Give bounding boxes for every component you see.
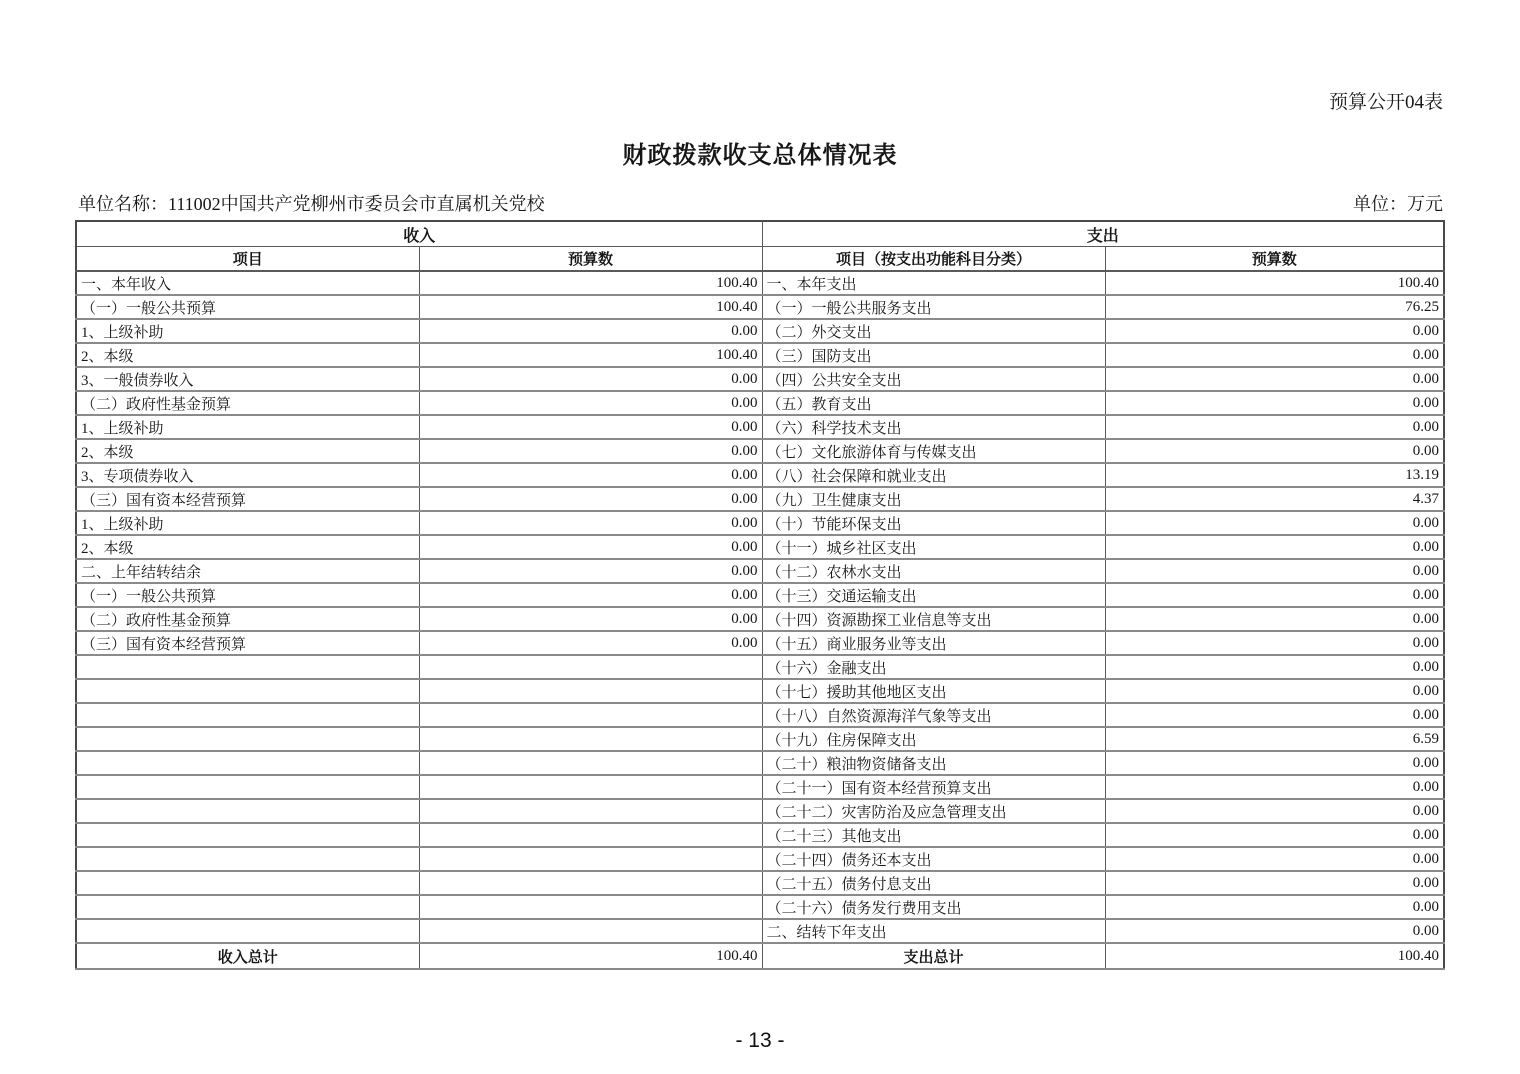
income-item-cell: （二）政府性基金预算 <box>76 391 419 415</box>
expenditure-item-cell: 一、本年支出 <box>762 271 1105 295</box>
expenditure-item-cell: （二十一）国有资本经营预算支出 <box>762 775 1105 799</box>
expenditure-item-cell: （十九）住房保障支出 <box>762 727 1105 751</box>
expenditure-item-cell: （十八）自然资源海洋气象等支出 <box>762 703 1105 727</box>
expenditure-value-cell: 0.00 <box>1105 319 1444 343</box>
table-row <box>76 679 1444 703</box>
expenditure-value-cell: 0.00 <box>1105 655 1444 679</box>
table-row <box>76 295 1444 319</box>
income-item-cell: （三）国有资本经营预算 <box>76 631 419 655</box>
expenditure-item-cell: （十二）农林水支出 <box>762 559 1105 583</box>
expenditure-value-cell: 0.00 <box>1105 823 1444 847</box>
table-row <box>76 343 1444 367</box>
income-item-cell: 3、专项债券收入 <box>76 463 419 487</box>
income-value-cell <box>419 775 762 799</box>
income-value-cell <box>419 823 762 847</box>
income-value-cell: 100.40 <box>419 271 762 295</box>
income-item-cell <box>76 727 419 751</box>
income-budget-header: 预算数 <box>419 247 762 272</box>
income-value-cell <box>419 895 762 919</box>
table-row <box>76 271 1444 295</box>
income-item-cell: 1、上级补助 <box>76 319 419 343</box>
income-item-cell: 1、上级补助 <box>76 415 419 439</box>
expenditure-value-cell: 0.00 <box>1105 631 1444 655</box>
income-item-cell: （一）一般公共预算 <box>76 295 419 319</box>
table-row <box>76 871 1444 895</box>
expenditure-item-header: 项目（按支出功能科目分类） <box>762 247 1105 272</box>
income-item-cell: 3、一般债券收入 <box>76 367 419 391</box>
expenditure-item-cell: （二）外交支出 <box>762 319 1105 343</box>
expenditure-value-cell: 4.37 <box>1105 487 1444 511</box>
table-row <box>76 415 1444 439</box>
expenditure-value-cell: 0.00 <box>1105 919 1444 943</box>
expenditure-value-cell: 0.00 <box>1105 895 1444 919</box>
expenditure-item-cell: （一）一般公共服务支出 <box>762 295 1105 319</box>
expenditure-total-value: 100.40 <box>1105 943 1444 969</box>
expenditure-value-cell: 0.00 <box>1105 343 1444 367</box>
table-row <box>76 847 1444 871</box>
expenditure-item-cell: （二十六）债务发行费用支出 <box>762 895 1105 919</box>
form-number-label: 预算公开04表 <box>1328 92 1443 113</box>
income-value-cell: 0.00 <box>419 583 762 607</box>
expenditure-item-cell: （四）公共安全支出 <box>762 367 1105 391</box>
income-value-cell: 100.40 <box>419 295 762 319</box>
expenditure-value-cell: 0.00 <box>1105 439 1444 463</box>
table-row <box>76 367 1444 391</box>
expenditure-item-cell: （九）卫生健康支出 <box>762 487 1105 511</box>
total-row <box>76 943 1444 969</box>
table-row <box>76 775 1444 799</box>
expenditure-value-cell: 76.25 <box>1105 295 1444 319</box>
income-item-cell: （三）国有资本经营预算 <box>76 487 419 511</box>
expenditure-value-cell: 6.59 <box>1105 727 1444 751</box>
table-row <box>76 535 1444 559</box>
income-item-cell <box>76 799 419 823</box>
income-value-cell <box>419 919 762 943</box>
expenditure-item-cell: （十）节能环保支出 <box>762 511 1105 535</box>
expenditure-value-cell: 13.19 <box>1105 463 1444 487</box>
table-row <box>76 751 1444 775</box>
income-item-cell: 2、本级 <box>76 535 419 559</box>
expenditure-value-cell: 0.00 <box>1105 367 1444 391</box>
expenditure-value-cell: 0.00 <box>1105 847 1444 871</box>
expenditure-item-cell: （五）教育支出 <box>762 391 1105 415</box>
income-total-label: 收入总计 <box>76 943 419 969</box>
income-value-cell <box>419 727 762 751</box>
income-value-cell <box>419 799 762 823</box>
income-value-cell: 0.00 <box>419 391 762 415</box>
expenditure-value-cell: 0.00 <box>1105 775 1444 799</box>
income-value-cell: 0.00 <box>419 463 762 487</box>
income-item-cell <box>76 847 419 871</box>
expenditure-item-cell: （十一）城乡社区支出 <box>762 535 1105 559</box>
expenditure-value-cell: 0.00 <box>1105 415 1444 439</box>
income-item-cell <box>76 895 419 919</box>
unit-name: 单位名称：111002中国共产党柳州市委员会市直属机关党校 <box>78 194 545 214</box>
expenditure-item-cell: （十六）金融支出 <box>762 655 1105 679</box>
income-value-cell <box>419 847 762 871</box>
table-row <box>76 655 1444 679</box>
income-item-cell: （二）政府性基金预算 <box>76 607 419 631</box>
expenditure-item-cell: （六）科学技术支出 <box>762 415 1105 439</box>
expenditure-item-cell: （十五）商业服务业等支出 <box>762 631 1105 655</box>
table-body <box>76 271 1444 943</box>
income-value-cell <box>419 871 762 895</box>
expenditure-item-cell: （二十）粮油物资储备支出 <box>762 751 1105 775</box>
expenditure-value-cell: 0.00 <box>1105 511 1444 535</box>
expenditure-value-cell: 0.00 <box>1105 583 1444 607</box>
table-row <box>76 727 1444 751</box>
expenditure-item-cell: （十三）交通运输支出 <box>762 583 1105 607</box>
income-value-cell: 0.00 <box>419 439 762 463</box>
income-item-cell: 1、上级补助 <box>76 511 419 535</box>
budget-table <box>75 220 1445 970</box>
table-row <box>76 895 1444 919</box>
income-value-cell: 0.00 <box>419 631 762 655</box>
income-item-cell: 2、本级 <box>76 343 419 367</box>
expenditure-item-cell: （三）国防支出 <box>762 343 1105 367</box>
document-title: 财政拨款收支总体情况表 <box>622 143 898 169</box>
expenditure-value-cell: 0.00 <box>1105 607 1444 631</box>
income-item-cell <box>76 823 419 847</box>
meta-row <box>78 190 1443 216</box>
expenditure-item-cell: （八）社会保障和就业支出 <box>762 463 1105 487</box>
income-value-cell: 0.00 <box>419 607 762 631</box>
income-value-cell: 0.00 <box>419 415 762 439</box>
expenditure-item-cell: （二十五）债务付息支出 <box>762 871 1105 895</box>
expenditure-section-header: 支出 <box>762 221 1444 247</box>
expenditure-value-cell: 0.00 <box>1105 799 1444 823</box>
table-row <box>76 511 1444 535</box>
income-value-cell <box>419 655 762 679</box>
income-value-cell <box>419 703 762 727</box>
table-row <box>76 607 1444 631</box>
income-item-cell: 2、本级 <box>76 439 419 463</box>
expenditure-total-label: 支出总计 <box>762 943 1105 969</box>
income-value-cell: 100.40 <box>419 343 762 367</box>
income-value-cell: 0.00 <box>419 367 762 391</box>
income-value-cell <box>419 751 762 775</box>
expenditure-item-cell: （二十三）其他支出 <box>762 823 1105 847</box>
unit-of-measure: 单位：万元 <box>1353 194 1443 214</box>
income-item-cell <box>76 751 419 775</box>
table-row <box>76 319 1444 343</box>
income-item-cell <box>76 655 419 679</box>
income-item-cell <box>76 775 419 799</box>
income-value-cell <box>419 679 762 703</box>
expenditure-value-cell: 0.00 <box>1105 751 1444 775</box>
expenditure-value-cell: 100.40 <box>1105 271 1444 295</box>
expenditure-value-cell: 0.00 <box>1105 391 1444 415</box>
income-value-cell: 0.00 <box>419 487 762 511</box>
income-item-cell: 一、本年收入 <box>76 271 419 295</box>
expenditure-value-cell: 0.00 <box>1105 535 1444 559</box>
expenditure-item-cell: （二十四）债务还本支出 <box>762 847 1105 871</box>
income-total-value: 100.40 <box>419 943 762 969</box>
expenditure-value-cell: 0.00 <box>1105 871 1444 895</box>
table-row <box>76 583 1444 607</box>
table-row <box>76 823 1444 847</box>
table-row <box>76 631 1444 655</box>
income-value-cell: 0.00 <box>419 559 762 583</box>
table-row <box>76 391 1444 415</box>
section-header-row <box>76 221 1444 247</box>
income-item-cell <box>76 679 419 703</box>
income-item-cell <box>76 919 419 943</box>
table-row <box>76 703 1444 727</box>
expenditure-value-cell: 0.00 <box>1105 703 1444 727</box>
income-value-cell: 0.00 <box>419 319 762 343</box>
income-section-header: 收入 <box>76 221 762 247</box>
expenditure-item-cell: （十七）援助其他地区支出 <box>762 679 1105 703</box>
page-number: - 13 - <box>735 1029 785 1052</box>
income-item-cell <box>76 703 419 727</box>
expenditure-budget-header: 预算数 <box>1105 247 1444 272</box>
expenditure-item-cell: （十四）资源勘探工业信息等支出 <box>762 607 1105 631</box>
expenditure-value-cell: 0.00 <box>1105 679 1444 703</box>
expenditure-value-cell: 0.00 <box>1105 559 1444 583</box>
table-row <box>76 799 1444 823</box>
income-item-cell <box>76 871 419 895</box>
table-row <box>76 487 1444 511</box>
income-item-cell: （一）一般公共预算 <box>76 583 419 607</box>
expenditure-item-cell: 二、结转下年支出 <box>762 919 1105 943</box>
expenditure-item-cell: （七）文化旅游体育与传媒支出 <box>762 439 1105 463</box>
expenditure-item-cell: （二十二）灾害防治及应急管理支出 <box>762 799 1105 823</box>
income-value-cell: 0.00 <box>419 535 762 559</box>
column-header-row <box>76 247 1444 272</box>
income-item-header: 项目 <box>76 247 419 272</box>
income-item-cell: 二、上年结转结余 <box>76 559 419 583</box>
table-row <box>76 919 1444 943</box>
table-row <box>76 559 1444 583</box>
table-row <box>76 463 1444 487</box>
table-row <box>76 439 1444 463</box>
income-value-cell: 0.00 <box>419 511 762 535</box>
